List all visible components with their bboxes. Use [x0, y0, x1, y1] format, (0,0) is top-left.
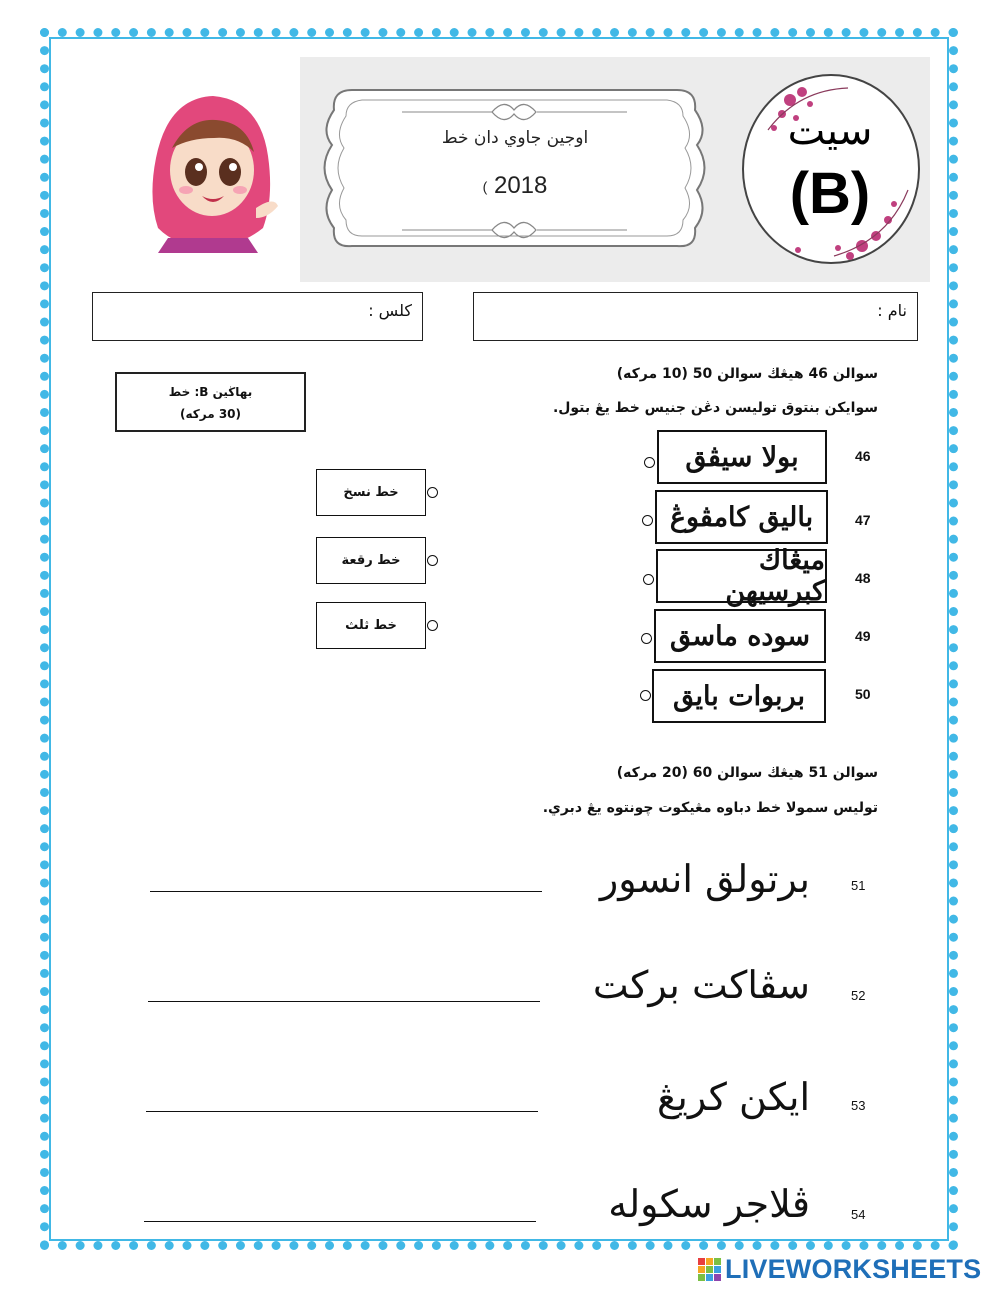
plaque-paren: (	[482, 178, 488, 195]
qnum-48: 48	[855, 570, 871, 586]
script-box-49: سوده ماسق	[654, 609, 826, 663]
qnum-53: 53	[851, 1098, 866, 1113]
type-dot-naskh[interactable]	[427, 487, 438, 498]
section-title: بهاڬين B: خط	[168, 385, 253, 399]
type-dot-thuluth[interactable]	[427, 620, 438, 631]
set-label: سيت	[787, 108, 873, 154]
qnum-50: 50	[855, 686, 871, 702]
type-dot-riqah[interactable]	[427, 555, 438, 566]
part2-instruction: توليس سمولا خط دباوه مڠيكوت چونتوه يڠ دبري.	[542, 800, 878, 816]
plaque-year-value: 2018	[493, 172, 548, 199]
qnum-52: 52	[851, 988, 866, 1003]
type-thuluth: خط ثلث	[316, 602, 426, 649]
set-letter: (B)	[789, 161, 871, 226]
title-plaque	[312, 70, 717, 265]
match-dot-50[interactable]	[640, 690, 651, 701]
qnum-47: 47	[855, 512, 871, 528]
answer-input-52[interactable]	[148, 980, 540, 1002]
match-dot-48[interactable]	[643, 574, 654, 585]
class-field[interactable]	[92, 292, 423, 341]
copy-word-51: برتولق انسور	[599, 857, 810, 901]
copy-word-53: ايكن كريڠ	[657, 1075, 810, 1119]
match-dot-49[interactable]	[641, 633, 652, 644]
plaque-year	[330, 172, 700, 200]
liveworksheets-logo	[698, 1254, 981, 1285]
answer-input-54[interactable]	[144, 1200, 536, 1222]
girl-illustration	[128, 78, 288, 253]
answer-input-51[interactable]	[150, 870, 542, 892]
qnum-46: 46	[855, 448, 871, 464]
name-field[interactable]	[473, 292, 918, 341]
script-box-47: باليق كامڤوڠ	[655, 490, 828, 544]
liveworksheets-text: LIVEWORKSHEETS	[725, 1254, 982, 1284]
match-dot-47[interactable]	[642, 515, 653, 526]
qnum-54: 54	[851, 1207, 866, 1222]
qnum-51: 51	[851, 878, 866, 893]
script-box-48: ميڠاك كبرسيهن	[656, 549, 827, 603]
type-riqah: خط رقعة	[316, 537, 426, 584]
answer-input-53[interactable]	[146, 1090, 538, 1112]
section-box	[115, 372, 306, 432]
plaque-title: اوجين جاوي دان خط	[441, 128, 589, 148]
script-box-50: بربوات بايق	[652, 669, 826, 723]
section-marks: (30 مركه)	[180, 407, 241, 421]
match-dot-46[interactable]	[644, 457, 655, 468]
name-label: نام :	[877, 301, 907, 320]
copy-word-54: ڤلاجر سكوله	[608, 1182, 810, 1226]
script-box-46: بولا سيڤق	[657, 430, 827, 484]
part1-instruction: سوايكن بنتوق توليسن دڠن جنيس خط يڠ بتول.	[552, 400, 878, 416]
copy-word-52: سڤاكت بركت	[592, 963, 810, 1007]
part2-heading: سوالن 51 هيڠڬ سوالن 60 (20 مركه)	[616, 765, 878, 781]
type-naskh: خط نسخ	[316, 469, 426, 516]
qnum-49: 49	[855, 628, 871, 644]
part1-heading: سوالن 46 هيڠڬ سوالن 50 (10 مركه)	[616, 366, 878, 382]
class-label: كلس :	[368, 301, 412, 320]
liveworksheets-grid-icon	[698, 1258, 721, 1281]
